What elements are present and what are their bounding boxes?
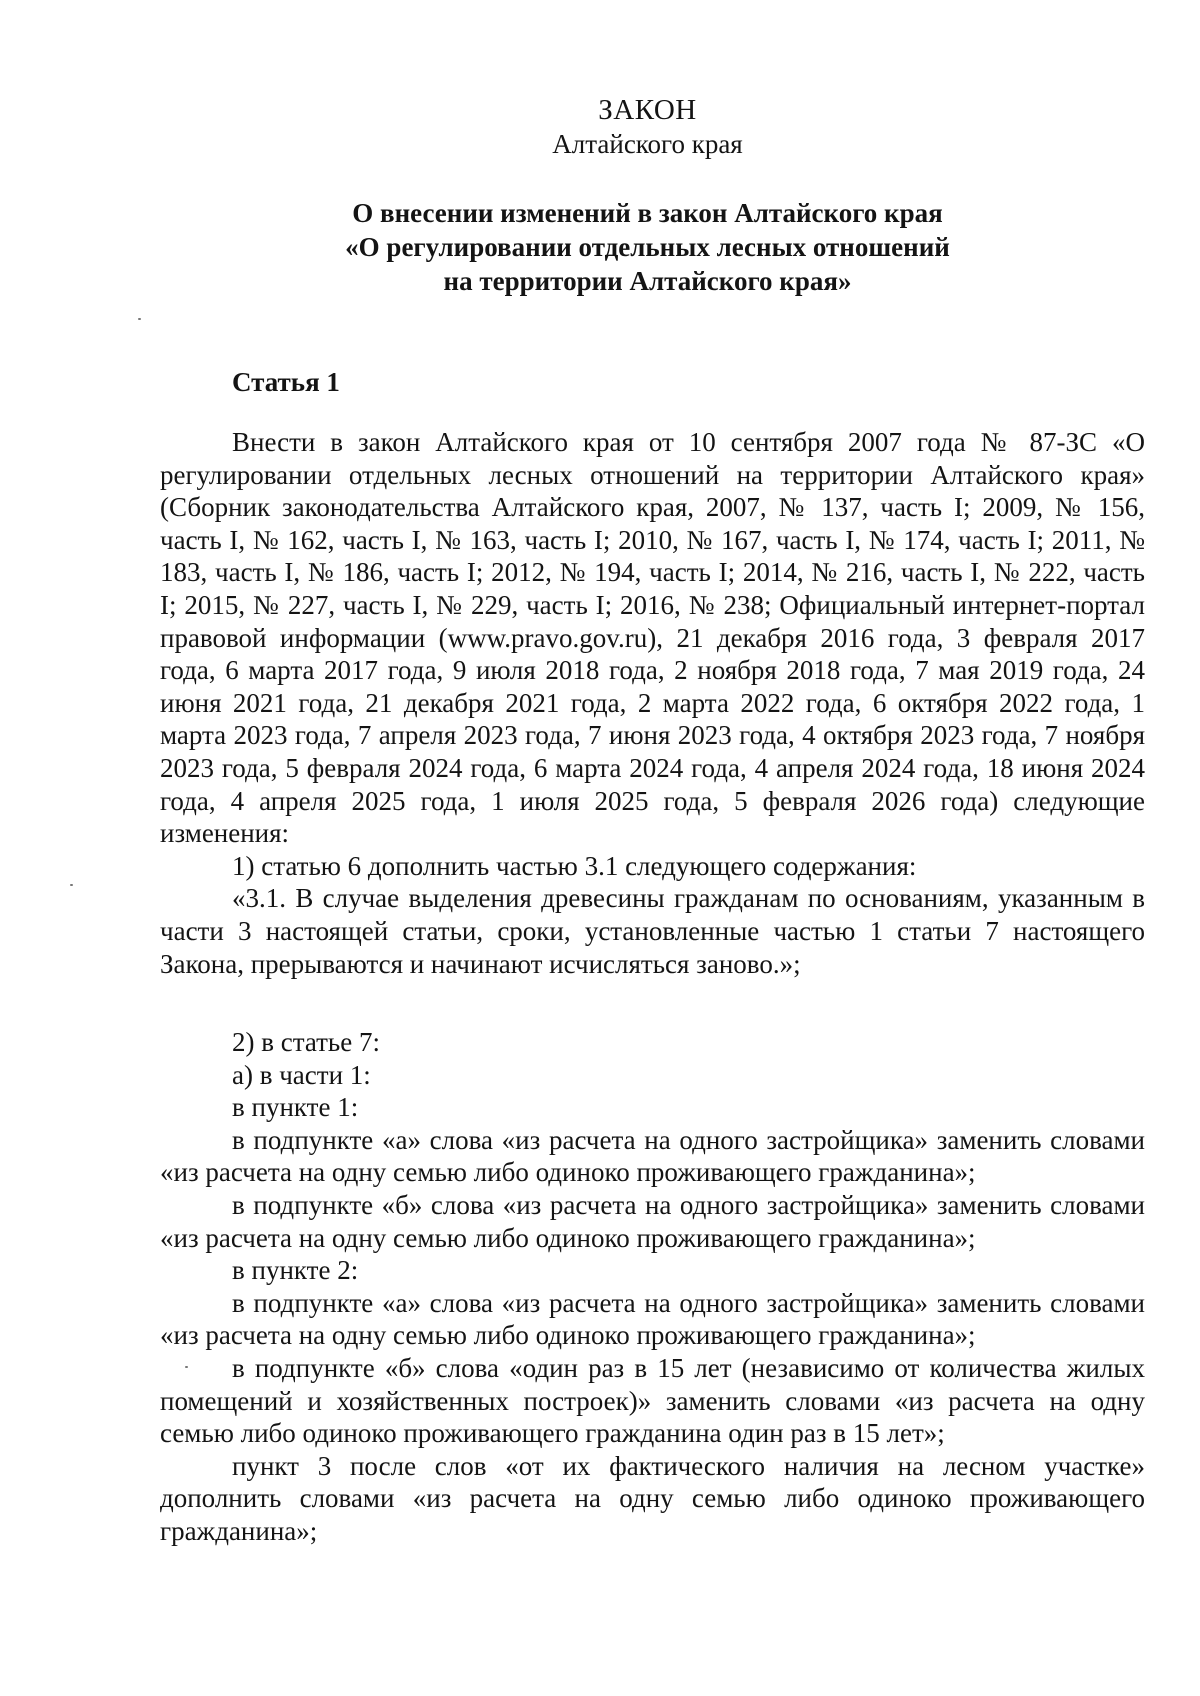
paragraph-subpoint: в подпункте «а» слова «из расчета на одного застройщика» заменить словами «из расчета на одну семью либо одиноко проживающего гражданина»;: [160, 1287, 1145, 1351]
paragraph-subpoint: в подпункте «б» слова «один раз в 15 лет (независимо от количества жилых помещений и хозяйственных построек)» заменить словами «из расчета на одну семью либо одиноко проживающего гражданина один раз в 15 лет»;: [160, 1352, 1145, 1449]
document-title: [150, 196, 1145, 298]
paragraph-item-1: 1) статью 6 дополнить частью 3.1 следующего содержания:: [232, 850, 917, 881]
paragraph-point-1: в пункте 1:: [232, 1092, 359, 1123]
document-type: ЗАКОН: [598, 94, 697, 126]
paragraph-amendment-intro: Внести в закон Алтайского края от 10 сентября 2007 года № 87-ЗС «О регулировании отдельных лесных отношений на территории Алтайского края» (Сборник законодательства Алтайского края, 2007, № 137, часть I; 2009, № 156, часть I, № 162, часть I, № 163, часть I; 2010, № 167, часть I, № 174, часть I; 2011, № 183, часть I, № 186, часть I; 2012, № 194, часть I; 2014, № 216, часть I, № 222, часть I; 2015, № 227, часть I, № 229, часть I; 2016, № 238; Официальный интернет-портал правовой информации (www.pravo.gov.ru), 21 декабря 2016 года, 3 февраля 2017 года, 6 марта 2017 года, 9 июля 2018 года, 2 ноября 2018 года, 7 мая 2019 года, 24 июня 2021 года, 21 декабря 2021 года, 2 марта 2022 года, 6 октября 2022 года, 1 марта 2023 года, 7 апреля 2023 года, 7 июня 2023 года, 4 октября 2023 года, 7 ноября 2023 года, 5 февраля 2024 года, 6 марта 2024 года, 4 апреля 2024 года, 18 июня 2024 года, 4 апреля 2025 года, 1 июля 2025 года, 5 февраля 2026 года) следующие изменения:: [160, 427, 1145, 849]
article-body-part-2: [160, 1026, 1145, 1548]
article-heading: Статья 1: [232, 367, 340, 397]
scan-speck: [70, 884, 73, 886]
paragraph-subitem-a: а) в части 1:: [232, 1059, 371, 1090]
paragraph-item-2: 2) в статье 7:: [232, 1027, 380, 1057]
scan-speck: [138, 318, 141, 320]
scan-speck: [185, 1366, 188, 1368]
document-title-line: на территории Алтайского края»: [443, 266, 852, 296]
paragraph-point-2: в пункте 2:: [232, 1255, 359, 1286]
paragraph-point-3: пункт 3 после слов «от их фактического наличия на лесном участке» дополнить словами «из расчета на одну семью либо одиноко проживающего гражданина»;: [160, 1450, 1145, 1546]
paragraph-subpoint: в подпункте «а» слова «из расчета на одного застройщика» заменить словами «из расчета на одну семью либо одиноко проживающего гражданина»;: [160, 1124, 1145, 1188]
document-title-line: О внесении изменений в закон Алтайского края: [352, 198, 943, 228]
document-region: Алтайского края: [552, 129, 743, 159]
paragraph-quoted-text: «3.1. В случае выделения древесины гражданам по основаниям, указанным в части 3 настоящей статьи, сроки, установленные частью 1 статьи 7 настоящего Закона, прерываются и начинают исчисляться заново.»;: [160, 883, 1145, 979]
paragraph-subpoint: в подпункте «б» слова «из расчета на одного застройщика» заменить словами «из расчета на одну семью либо одиноко проживающего гражданина»;: [160, 1189, 1145, 1253]
article-body-part-1: [160, 426, 1145, 980]
document-title-line: «О регулировании отдельных лесных отношений: [345, 232, 950, 262]
